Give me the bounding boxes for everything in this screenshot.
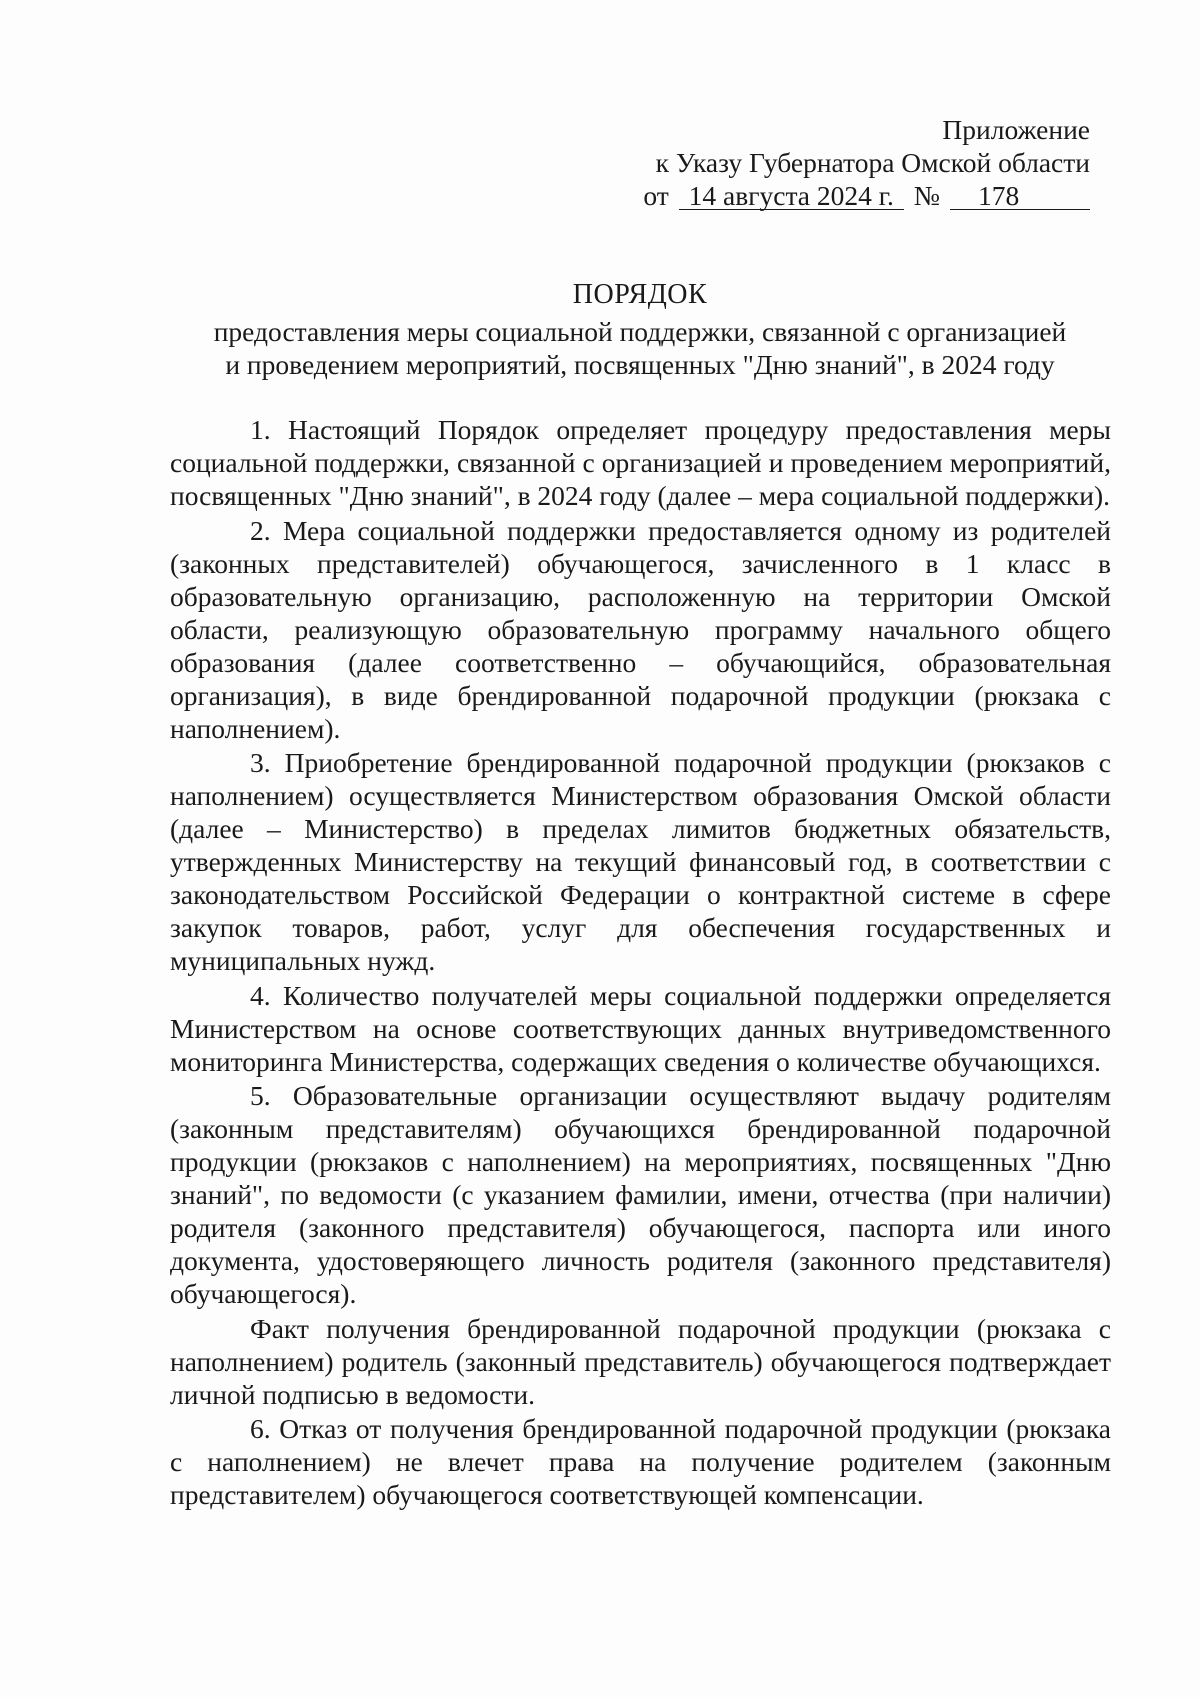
date-prefix: от <box>643 180 669 211</box>
paragraph-5: 5. Образовательные организации осуществляют выдачу родителям (законным представителям) обучающихся брендированной подарочной продукции (рюкзаков с наполнением) на мероприятиях, посвященных "Дню знаний", по ведомости (с указанием фамилии, имени, отчества (при наличии) родителя (законного представителя) обучающегося, паспорта или иного документа, удостоверяющего личность родителя (законного представителя) обучающегося). <box>170 1080 1111 1309</box>
paragraph-4: 4. Количество получателей меры социальной поддержки определяется Министерством на основе соответствующих данных внутриведомственного мониторинга Министерства, содержащих сведения о количестве обучающихся. <box>170 979 1111 1077</box>
paragraph-1: 1. Настоящий Порядок определяет процедуру предоставления меры социальной поддержки, связанной с организацией и проведением мероприятий, посвященных "Дню знаний", в 2024 году (далее – мера социальной поддержки). <box>170 414 1111 511</box>
appendix-header <box>530 113 1090 212</box>
title-subtitle-line1: предоставления меры социальной поддержки, связанной с организацией <box>213 316 1067 347</box>
paragraph-3: 3. Приобретение брендированной подарочной продукции (рюкзаков с наполнением) осуществляется Министерством образования Омской области (далее – Министерство) в пределах лимитов бюджетных обязательств, утвержденных Министерству на текущий финансовый год, в соответствии с законодательством Российской Федерации о контрактной системе в сфере закупок товаров, работ, услуг для обеспечения государственных и муниципальных нужд. <box>170 747 1111 976</box>
decree-number: 178 <box>950 183 1090 210</box>
paragraph-5-note: Факт получения брендированной подарочной продукции (рюкзака с наполнением) родитель (законный представитель) обучающегося подтверждает личной подписью в ведомости. <box>170 1312 1111 1410</box>
decree-date-number <box>530 179 1090 212</box>
paragraph-2: 2. Мера социальной поддержки предоставляется одному из родителей (законных представителей) обучающегося, зачисленного в 1 класс в образовательную организацию, расположенную на территории Омской области, реализующую образовательную программу начального общего образования (далее соответственно – обучающийся, образовательная организация), в виде брендированной подарочной продукции (рюкзака с наполнением). <box>170 514 1111 744</box>
decree-date: 14 августа 2024 г. <box>679 183 904 210</box>
appendix-label: Приложение <box>942 114 1090 145</box>
paragraph-6: 6. Отказ от получения брендированной подарочной продукции (рюкзака с наполнением) не влечет права на получение родителем (законным представителем) обучающегося соответствующей компенсации. <box>170 1413 1111 1510</box>
title-heading: ПОРЯДОК <box>572 279 708 310</box>
document-title <box>150 278 1130 381</box>
decree-reference: к Указу Губернатора Омской области <box>655 147 1090 178</box>
number-sign: № <box>913 180 940 211</box>
title-subtitle-line2: и проведением мероприятий, посвященных "Дню знаний", в 2024 году <box>225 349 1055 380</box>
document-body <box>170 413 1111 1513</box>
